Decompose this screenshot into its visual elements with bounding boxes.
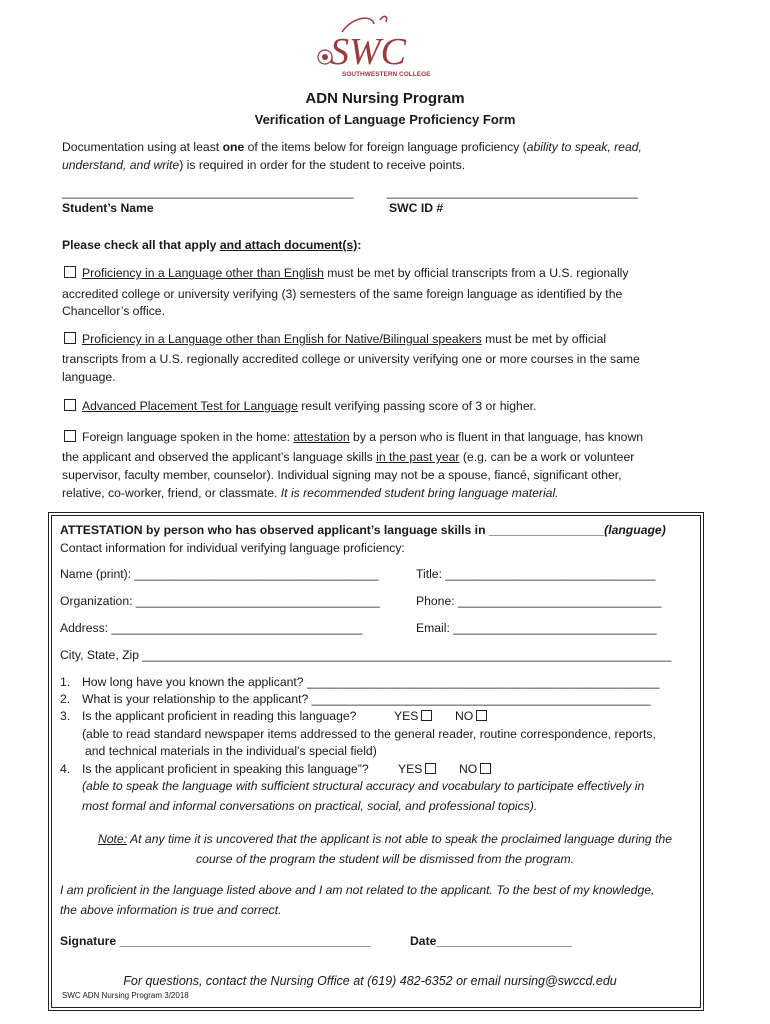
- question-relationship[interactable]: What is your relationship to the applicant? __________________________________________________: [82, 692, 651, 706]
- attestor-organization-field[interactable]: Organization: ____________________________________: [60, 594, 380, 608]
- reading-no-option[interactable]: NO: [455, 707, 487, 725]
- note-line-1: Note: At any time it is uncovered that the applicant is not able to speak the proclaimed language during the: [97, 832, 673, 846]
- attestor-name-field[interactable]: Name (print): ____________________________________: [60, 567, 379, 581]
- form-subtitle: Verification of Language Proficiency Form: [254, 112, 516, 127]
- attestation-heading: ATTESTATION by person who has observed applicant’s language skills in _________________(language): [60, 523, 666, 537]
- student-name-field[interactable]: ___________________________________________: [62, 185, 354, 199]
- student-name-label: Student’s Name: [62, 201, 154, 215]
- option-native-bilingual-line-2: transcripts from a U.S. regionally accredited college or university verifying one or more courses in the same: [62, 352, 640, 366]
- option-ap-test: Advanced Placement Test for Language result verifying passing score of 3 or higher.: [64, 397, 536, 415]
- checkbox-home-language[interactable]: [64, 430, 76, 442]
- date-field[interactable]: Date____________________: [410, 934, 572, 948]
- page-title: ADN Nursing Program: [305, 90, 465, 107]
- option-home-language-line-3: supervisor, faculty member, counselor). Individual signing may not be a spouse, fiancé, significant other,: [62, 468, 622, 482]
- checkbox-ap-test[interactable]: [64, 399, 76, 411]
- option-native-bilingual-line-3: language.: [62, 370, 116, 384]
- question-reading: Is the applicant proficient in reading this language?: [82, 709, 357, 723]
- attestation-contact-label: Contact information for individual verifying language proficiency:: [60, 541, 405, 555]
- speaking-description-line-1: (able to speak the language with sufficient structural accuracy and vocabulary to participate effectively in: [82, 779, 645, 793]
- check-heading: Please check all that apply and attach document(s):: [62, 238, 362, 252]
- svg-text:SWC: SWC: [330, 31, 406, 73]
- question-number: 1.: [60, 675, 71, 689]
- checkbox-transcripts[interactable]: [64, 266, 76, 278]
- attestor-city-field[interactable]: City, State, Zip ______________________________________________________________________________: [60, 648, 672, 662]
- option-transcripts: Proficiency in a Language other than English must be met by official transcripts from a U.S. regionally: [64, 264, 628, 282]
- checkbox-speaking-yes[interactable]: [425, 763, 436, 774]
- footer-document-code: SWC ADN Nursing Program 3/2018: [62, 991, 189, 1000]
- statement-line-1: I am proficient in the language listed above and I am not related to the applicant. To the best of my knowledge,: [60, 883, 655, 897]
- question-number: 3.: [60, 709, 71, 723]
- option-home-language-line-4: relative, co-worker, friend, or classmate. It is recommended student bring language material.: [62, 486, 559, 500]
- question-number: 4.: [60, 762, 71, 776]
- footer-contact: For questions, contact the Nursing Office at (619) 482-6352 or email nursing@swccd.edu: [123, 974, 617, 988]
- attestor-phone-field[interactable]: Phone: ______________________________: [416, 594, 662, 608]
- speaking-description-line-2: most formal and informal conversations on practical, social, and professional topics).: [82, 799, 538, 813]
- reading-yes-option[interactable]: YES: [394, 707, 432, 725]
- question-speaking: Is the applicant proficient in speaking this language”?: [82, 762, 369, 776]
- attestor-address-field[interactable]: Address: _____________________________________: [60, 621, 363, 635]
- speaking-yes-option[interactable]: YES: [398, 760, 436, 778]
- swc-id-field[interactable]: _____________________________________: [387, 185, 638, 199]
- option-transcripts-line-3: Chancellor’s office.: [62, 304, 165, 318]
- checkbox-native-bilingual[interactable]: [64, 332, 76, 344]
- intro-line-2: understand, and write) is required in order for the student to receive points.: [62, 158, 466, 172]
- option-home-language-line-2: the applicant and observed the applicant’s language skills in the past year (e.g. can be a work or volunteer: [62, 450, 635, 464]
- attestor-email-field[interactable]: Email: ______________________________: [416, 621, 657, 635]
- question-known-duration[interactable]: How long have you known the applicant? ____________________________________________________: [82, 675, 660, 689]
- svg-text:SOUTHWESTERN COLLEGE: SOUTHWESTERN COLLEGE: [342, 71, 431, 78]
- swc-logo: [312, 12, 452, 82]
- question-number: 2.: [60, 692, 71, 706]
- checkbox-reading-no[interactable]: [476, 710, 487, 721]
- signature-field[interactable]: Signature _____________________________________: [60, 934, 371, 948]
- speaking-no-option[interactable]: NO: [459, 760, 491, 778]
- checkbox-reading-yes[interactable]: [421, 710, 432, 721]
- option-native-bilingual: Proficiency in a Language other than English for Native/Bilingual speakers must be met by official: [64, 330, 606, 348]
- attestor-title-field[interactable]: Title: _______________________________: [416, 567, 656, 581]
- checkbox-speaking-no[interactable]: [480, 763, 491, 774]
- reading-description-line-1: (able to read standard newspaper items addressed to the general reader, routine correspondence, reports,: [82, 727, 656, 741]
- statement-line-2: the above information is true and correct.: [60, 903, 282, 917]
- intro-line-1: Documentation using at least one of the items below for foreign language proficiency (ability to speak, read,: [62, 140, 642, 154]
- note-line-2: course of the program the student will be dismissed from the program.: [196, 852, 574, 866]
- option-transcripts-line-2: accredited college or university verifying (3) semesters of the same foreign language as identified by the: [62, 287, 623, 301]
- reading-description-line-2: and technical materials in the individual’s special field): [85, 744, 377, 758]
- option-home-language: Foreign language spoken in the home: attestation by a person who is fluent in that language, has known: [64, 428, 643, 446]
- logo-graphic: [312, 12, 452, 82]
- swc-id-label: SWC ID #: [389, 201, 444, 215]
